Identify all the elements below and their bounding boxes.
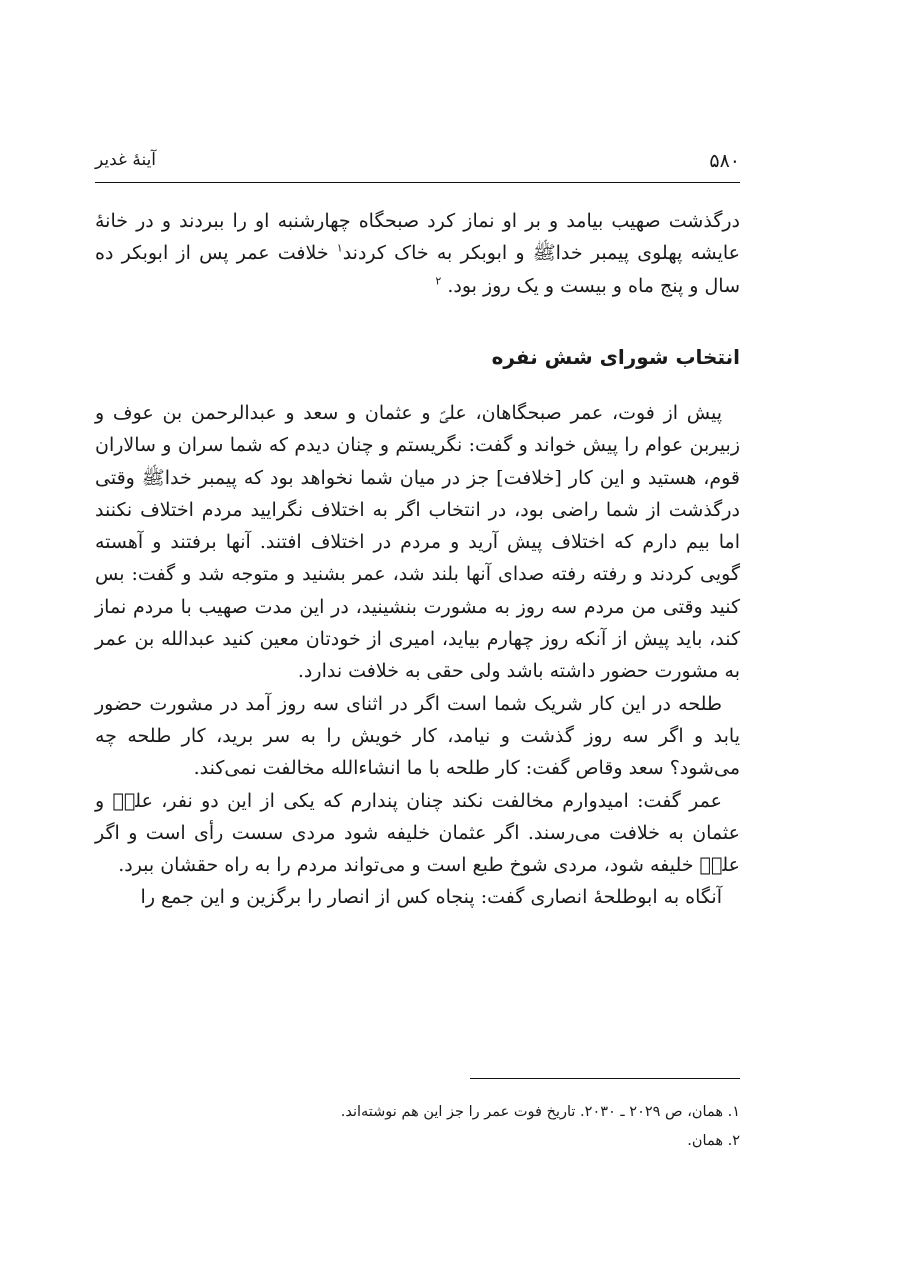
page-number: ۵۸۰ [709, 150, 740, 172]
intro-paragraph-block [95, 205, 740, 302]
running-header [95, 146, 740, 183]
paragraph-council-summons: پیش از فوت، عمر صبحگاهان، علیؐ و عثمان و سعد و عبدالرحمن بن عوف و زبیربن عوام را پیش خواند و گفت: نگریستم و چنان دیدم که شما سران و سالاران قوم، هستید و این کار [خلافت] جز در میان شما نخواهد بود که پیمبر خداﷺ وقتی درگذشت از شما راضی بود، در انتخاب اگر به اختلاف نگرایید مردم اختلاف نکنند اما بیم دارم که اختلاف پیش آرید و مردم در اختلاف افتند. آنها برفتند و آهسته گویی کردند و رفته رفته صدای آنها بلند شد، عمر بشنید و متوجه شد و گفت: بس کنید وقتی من مردم سه روز به مشورت بنشینید، در این مدت صهیب با مردم نماز کند، باید پیش از آنکه روز چهارم بیاید، امیری از خودتان معین کنید عبدالله بن عمر به مشورت حضور داشته باشد ولی حقی به خلافت ندارد. [95, 402, 741, 683]
main-text-block [95, 397, 740, 914]
intro-text-continued: خلافت عمر پس از ابوبکر ده سال و پنج ماه و بیست و یک روز بود. [95, 242, 740, 297]
footnote-2: ۲. همان. [687, 1133, 740, 1149]
running-title: آینۀ غدیر [95, 150, 157, 170]
intro-paragraph [95, 205, 740, 302]
paragraph-talha: طلحه در این کار شریک شما است اگر در اثنای سه روز آمد در مشورت حضور یابد و اگر سه روز گذشت و نیامد، کار خویش را به سر برید، کار طلحه چه می‌شود؟ سعد وقاص گفت: کار طلحه با ما انشاءالله مخالفت نمی‌کند. [95, 692, 740, 780]
footnote-divider [470, 1078, 740, 1079]
paragraph-umar-opinion: عمر گفت: امیدوارم مخالفت نکند چنان پندارم که یکی از این دو نفر، علیؐ و عثمان به خلافت می‌رسند. اگر عثمان خلیفه شود مردی سست رأی است و اگر علیؐ خلیفه شود، مردی شوخ طبع است و می‌تواند مردم را به راه حقشان ببرد. [95, 789, 740, 877]
footnotes [95, 1098, 740, 1156]
intro-text: درگذشت صهیب بیامد و بر او نماز کرد صبحگاه چهارشنبه او را ببردند و در خانۀ عایشه پهلوی پیمبر خداﷺ و ابوبکر به خاک کردند [95, 210, 740, 265]
footnote-ref-1[interactable]: ۱ [336, 241, 343, 255]
section-heading: انتخاب شورای شش نفره [491, 345, 740, 369]
footnote-1: ۱. همان، ص ۲۰۲۹ ـ ۲۰۳۰. تاریخ فوت عمر را جز این هم نوشته‌اند. [340, 1104, 740, 1120]
paragraph-abu-talha: آنگاه به ابوطلحۀ انصاری گفت: پنجاه کس از انصار را برگزین و این جمع را [140, 886, 722, 909]
footnote-ref-2[interactable]: ۲ [435, 274, 442, 288]
